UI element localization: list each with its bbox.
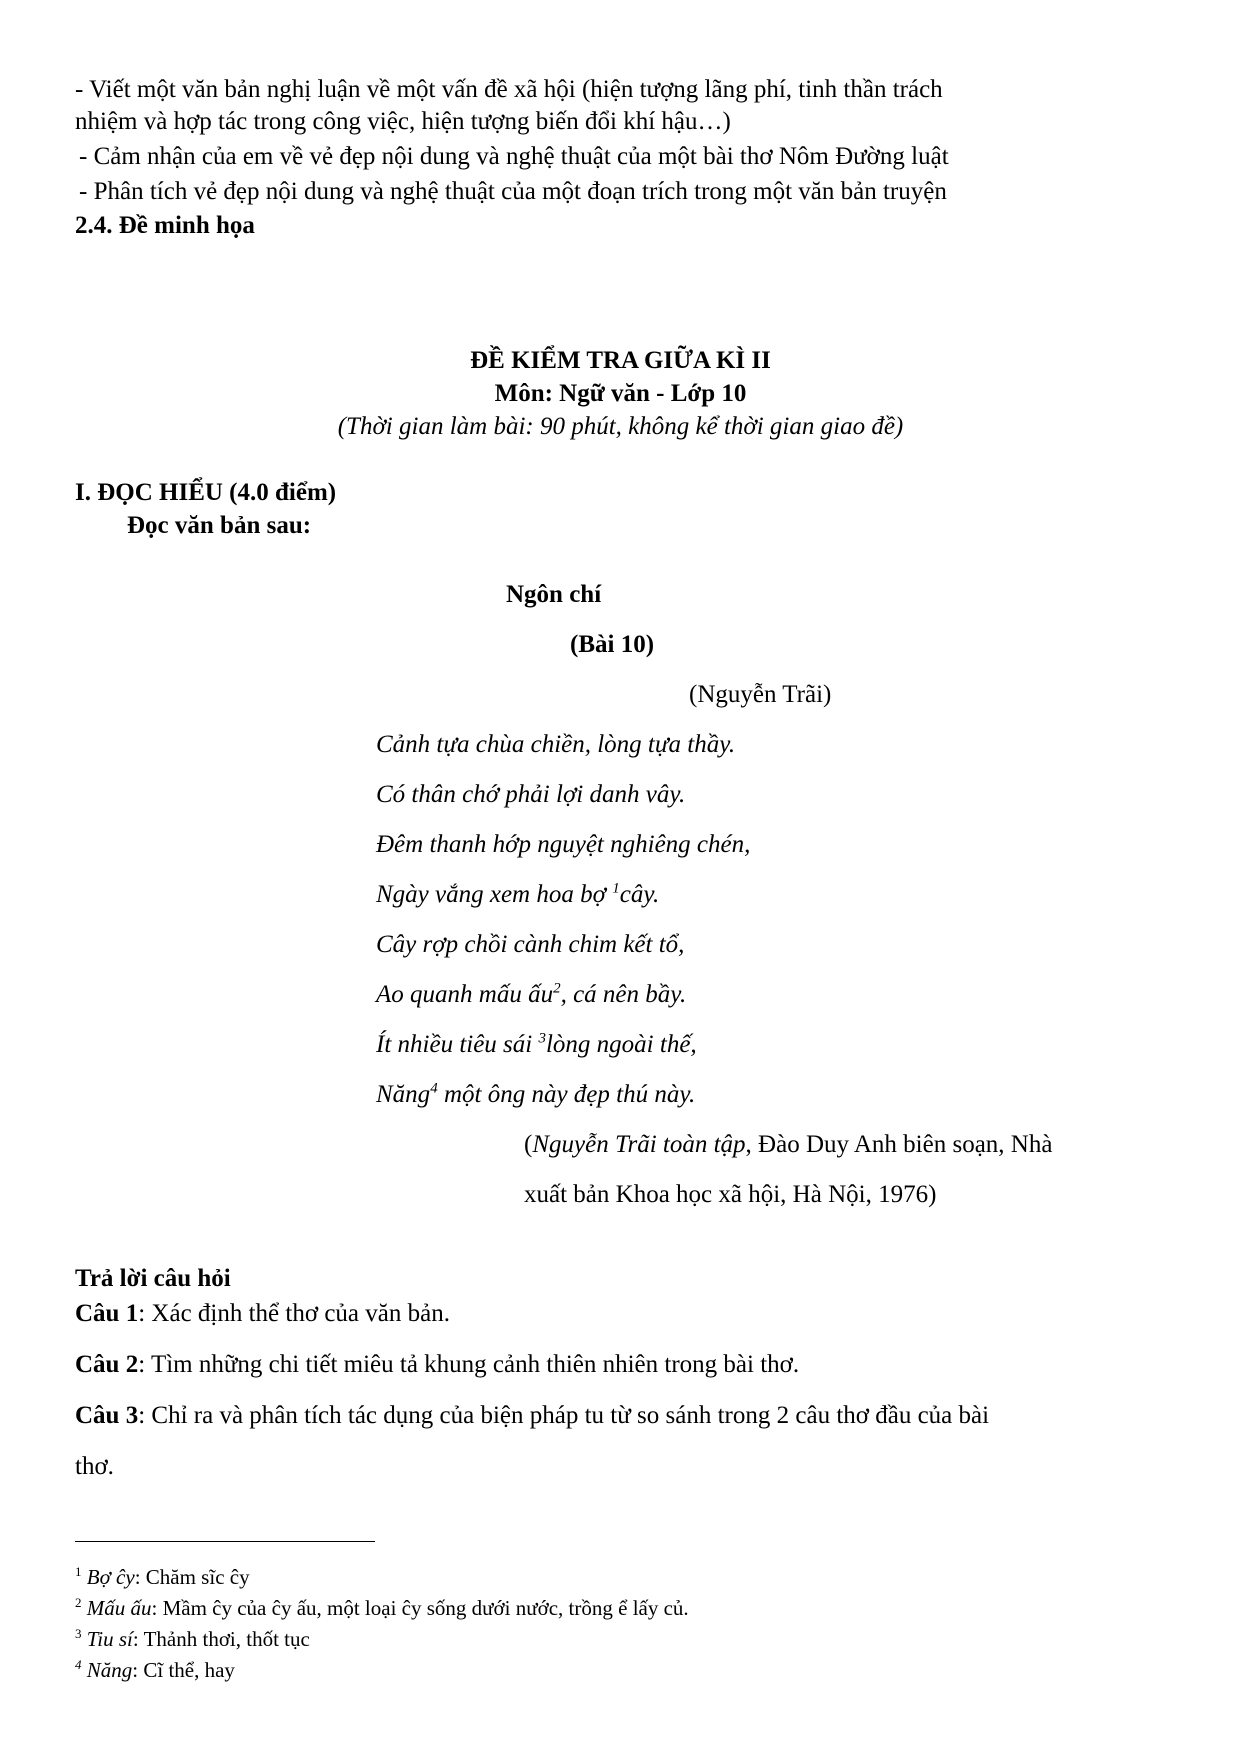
question-1-label: Câu 1: [75, 1300, 139, 1327]
source-rest: , Đào Duy Anh biên soạn, Nhà: [745, 1131, 1053, 1158]
intro-line-1: - Viết một văn bản nghị luận về một vấn đề xã hội (hiện tượng lãng phí, tinh thần trách: [75, 76, 943, 103]
footnote-3-number: 3: [75, 1626, 82, 1641]
poem-line-2: Có thân chớ phải lợi danh vây.: [376, 781, 686, 808]
poem-line-5: Cây rợp chồi cành chim kết tổ,: [376, 931, 685, 958]
footnote-2-number: 2: [75, 1595, 82, 1610]
footnote-1-term: Bợ ĉy: [86, 1565, 135, 1589]
footnote-ref-1: 1: [612, 880, 620, 897]
question-1-text: : Xác định thể thơ của văn bản.: [138, 1300, 450, 1327]
poem-line-6-end: , cá nên bầy.: [560, 981, 687, 1008]
poem-line-8: [376, 1080, 695, 1110]
footnote-ref-4: 4: [430, 1080, 438, 1097]
exam-title: ĐỀ KIỂM TRA GIỮA KÌ II: [470, 347, 771, 374]
reading-instruction: Đọc văn bản sau:: [127, 512, 312, 539]
poem-title: Ngôn chí: [506, 581, 602, 608]
poem-line-6: [376, 980, 686, 1010]
question-3-label: Câu 3: [75, 1402, 139, 1429]
questions-heading: Trả lời câu hỏi: [75, 1265, 231, 1292]
footnote-3-term: Tiu sí: [86, 1627, 133, 1651]
poem-source-line-1: [524, 1130, 1052, 1160]
footnote-ref-3: 3: [538, 1030, 546, 1047]
exam-subject: Môn: Ngữ văn - Lớp 10: [494, 380, 747, 407]
poem-author: (Nguyễn Trãi): [689, 681, 832, 708]
poem-line-8-start: Năng: [376, 1081, 431, 1108]
poem-line-7-end: lòng ngoài thế,: [545, 1031, 697, 1058]
footnote-4-term: Năng: [86, 1658, 133, 1682]
poem-line-4: [376, 880, 659, 910]
question-3-text: : Chỉ ra và phân tích tác dụng của biện pháp tu từ so sánh trong 2 câu thơ đầu của bài: [138, 1402, 990, 1429]
section-heading: 2.4. Đề minh họa: [75, 212, 255, 239]
poem-source-line-2: xuất bản Khoa học xã hội, Hà Nội, 1976): [524, 1181, 937, 1208]
intro-line-3: - Cảm nhận của em về vẻ đẹp nội dung và nghệ thuật của một bài thơ Nôm Đường luật: [79, 143, 949, 170]
poem-line-7-start: Ít nhiều tiêu sái: [376, 1031, 539, 1058]
footnote-divider: [75, 1541, 375, 1542]
footnote-3-definition: : Thảnh thơi, thốt tục: [132, 1627, 310, 1651]
footnote-2-term: Mấu ấu: [86, 1596, 152, 1620]
footnote-4-number: 4: [75, 1657, 82, 1672]
footnote-1-definition: : Chăm sĩc ĉy: [134, 1565, 250, 1589]
footnote-1-number: 1: [75, 1564, 82, 1579]
poem-number: (Bài 10): [570, 631, 655, 658]
footnote-2: [75, 1595, 689, 1621]
source-paren: (: [524, 1131, 533, 1158]
poem-line-7: [376, 1030, 697, 1060]
question-2: [75, 1350, 799, 1380]
footnote-4-definition: : Cĩ thể, hay: [132, 1658, 235, 1682]
poem-line-6-start: Ao quanh mấu ấu: [376, 981, 554, 1008]
footnote-3: [75, 1626, 310, 1652]
intro-line-4: - Phân tích vẻ đẹp nội dung và nghệ thuật của một đoạn trích trong một văn bản truyện: [79, 178, 947, 205]
footnote-2-definition: : Mầm ĉy của ĉy ấu, một loại ĉy sống dưới nước, trồng ể lấy củ.: [151, 1596, 689, 1620]
question-2-text: : Tìm những chi tiết miêu tả khung cảnh thiên nhiên trong bài thơ.: [138, 1351, 800, 1378]
source-book-title: Nguyễn Trãi toàn tập: [532, 1131, 746, 1158]
intro-line-2: nhiệm và hợp tác trong công việc, hiện tượng biến đổi khí hậu…): [75, 108, 731, 135]
question-3: [75, 1401, 989, 1431]
poem-line-8-end: một ông này đẹp thú này.: [437, 1081, 696, 1108]
poem-line-4-end: cây.: [619, 881, 660, 908]
footnote-ref-2: 2: [553, 980, 561, 997]
question-3-continued: thơ.: [75, 1453, 114, 1480]
footnote-4: [75, 1657, 235, 1683]
poem-line-3: Đêm thanh hớp nguyệt nghiêng chén,: [376, 831, 751, 858]
reading-heading: I. ĐỌC HIỂU (4.0 điểm): [75, 479, 337, 506]
exam-time-note: (Thời gian làm bài: 90 phút, không kể thời gian giao đề): [337, 413, 904, 440]
question-1: [75, 1299, 450, 1329]
footnote-1: [75, 1564, 250, 1590]
poem-line-4-start: Ngày vắng xem hoa bợ: [376, 881, 613, 908]
question-2-label: Câu 2: [75, 1351, 139, 1378]
poem-line-1: Cảnh tựa chùa chiền, lòng tựa thầy.: [376, 731, 736, 758]
